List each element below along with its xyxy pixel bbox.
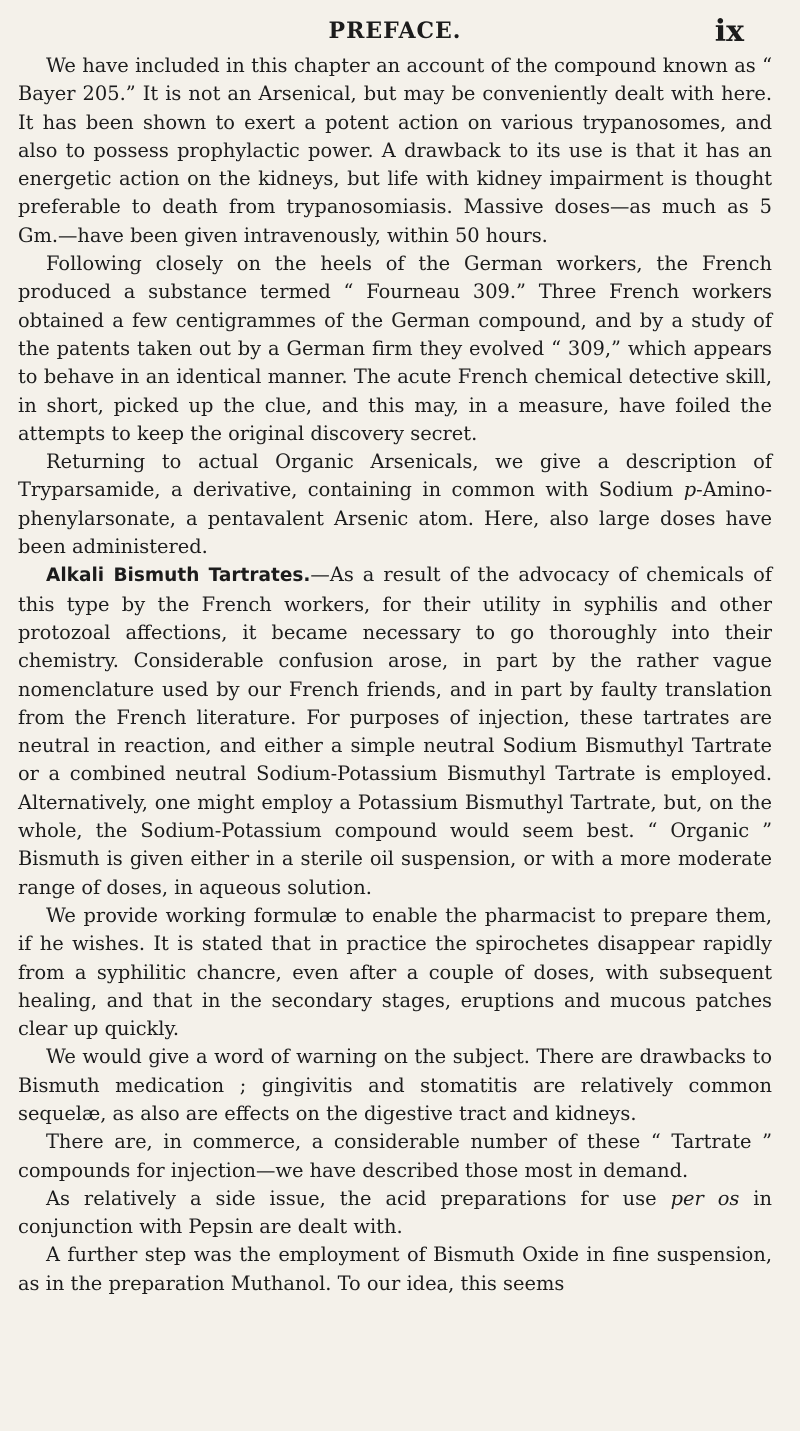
per-os-text-before: As relatively a side issue, the acid preparations for use <box>46 1186 671 1210</box>
alkali-section-text: —As a result of the advocacy of chemicals of this type by the French workers, for their utility in syphilis and other protozoal affections, it became necessary to go thoroughly into their chemistry. Considerable confusion arose, in part by the rather vague nomenclature used by our French friends, and in part by faulty translation from the French literature. For purposes of injection, these tartrates are neutral in reaction, and either a simple neutral Sodium Bismuthyl Tartrate or a combined neutral Sodium-Potassium Bismuthyl Tartrate is employed. Alternatively, one might employ a Potassium Bismuthyl Tartrate, but, on the whole, the Sodium-Potassium compound would seem best. “ Organic ” Bismuth is given either in a sterile oil suspension, or with a more moderate range of doses, in aqueous solution. <box>18 563 772 899</box>
paragraph-tartrate-compounds: There are, in commerce, a considerable number of these “ Tartrate ” compounds for injection—we have described those most in demand. <box>18 1130 772 1182</box>
running-head: PREFACE. <box>328 18 462 44</box>
tryparsamide-text-after: -Amino-phenylarsonate, a pentavalent Arsenic atom. Here, also large doses have been administered. <box>18 478 772 559</box>
paragraph-fourneau-309: Following closely on the heels of the German workers, the French produced a substance termed “ Fourneau 309.” Three French workers obtained a few centigrammes of the German compound, and by a study of the patents taken out by a German firm they evolved “ 309,” which appears to behave in an identical manner. The acute French chemical detective skill, in short, picked up the clue, and this may, in a measure, have foiled the attempts to keep the original discovery secret. <box>18 252 772 445</box>
paragraph-bayer-205: We have included in this chapter an account of the compound known as “ Bayer 205.” It is not an Arsenical, but may be conveniently dealt with here. It has been shown to exert a potent action on various trypanosomes, and also to possess prophylactic power. A drawback to its use is that it has an energetic action on the kidneys, but life with kidney impairment is thought preferable to death from trypanosomiasis. Massive doses—as much as 5 Gm.—have been given intravenously, within 50 hours. <box>18 54 772 247</box>
paragraph-working-formulae: We provide working formulæ to enable the pharmacist to prepare them, if he wishes. It is stated that in practice the spirochetes disappear rapidly from a syphilitic chancre, even after a couple of doses, with subsequent healing, and that in the secondary stages, eruptions and mucous patches clear up quickly. <box>18 903 772 1041</box>
page-number: ix <box>714 14 744 49</box>
per-os-italic: per os <box>670 1186 740 1210</box>
paragraph-muthanol: A further step was the employment of Bismuth Oxide in fine suspension, as in the preparation Muthanol. To our idea, this seems <box>18 1243 772 1295</box>
paragraph-warning: We would give a word of warning on the subject. There are drawbacks to Bismuth medication ; gingivitis and stomatitis are relatively common sequelæ, as also are effects on the digestive tract and kidneys. <box>18 1045 772 1125</box>
para-prefix: p <box>683 478 697 502</box>
body-text <box>18 52 772 1298</box>
section-heading: Alkali Bismuth Tartrates. <box>46 565 311 587</box>
paragraph-alkali-bismuth <box>18 561 772 902</box>
tryparsamide-text-before: Returning to actual Organic Arsenicals, we give a description of Tryparsamide, a derivative, containing in common with Sodium <box>18 450 772 502</box>
paragraph-tryparsamide <box>18 448 772 561</box>
paragraph-per-os <box>18 1185 772 1242</box>
page-header <box>18 0 772 52</box>
per-os-text-after: in conjunction with Pepsin are dealt with. <box>18 1186 772 1239</box>
